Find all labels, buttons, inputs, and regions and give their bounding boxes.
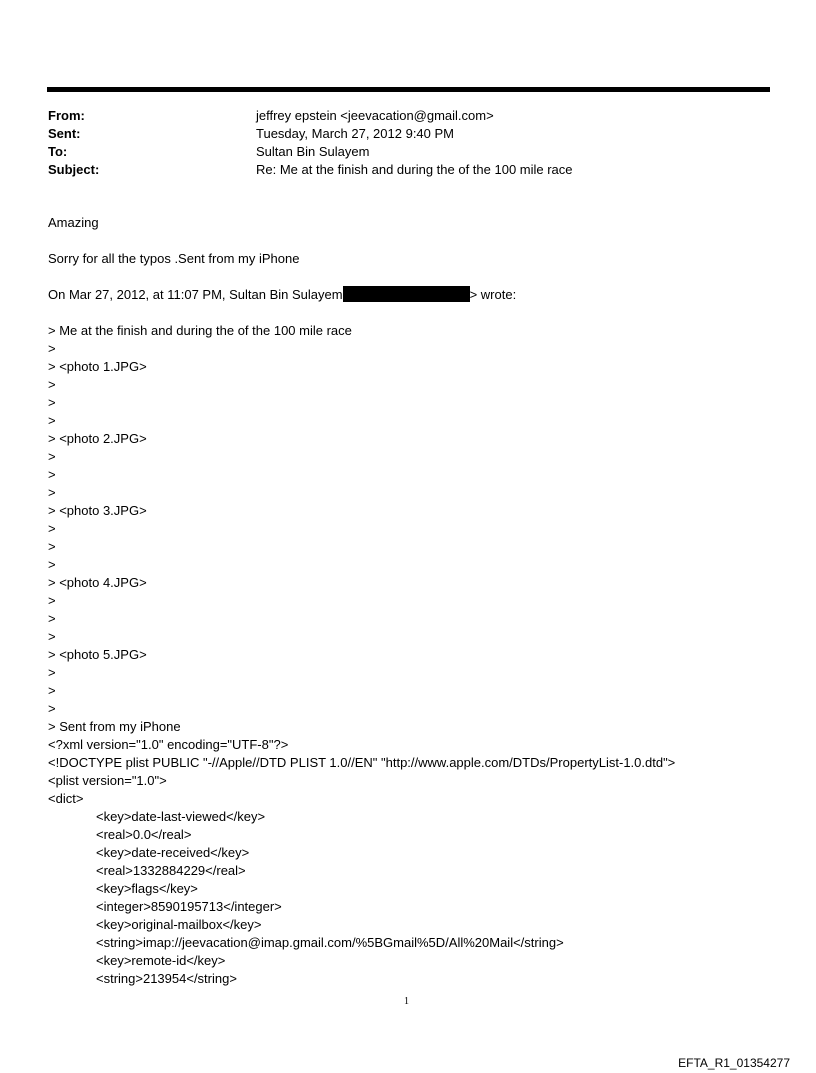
xml-line: <?xml version="1.0" encoding="UTF-8"?> xyxy=(48,737,289,752)
quoted-line: > xyxy=(48,341,56,356)
xml-line: <key>date-last-viewed</key> xyxy=(96,809,266,824)
to-value: Sultan Bin Sulayem xyxy=(256,144,370,159)
xml-line: <dict> xyxy=(48,791,84,806)
xml-line: <key>remote-id</key> xyxy=(96,953,226,968)
sent-value: Tuesday, March 27, 2012 9:40 PM xyxy=(256,126,454,141)
email-body xyxy=(48,214,788,988)
quoted-line: > <photo 2.JPG> xyxy=(48,431,147,446)
quoted-line: > Sent from my iPhone xyxy=(48,719,181,734)
sent-label: Sent: xyxy=(48,126,81,141)
xml-line: <real>1332884229</real> xyxy=(96,863,246,878)
xml-line: <!DOCTYPE plist PUBLIC "-//Apple//DTD PLIST 1.0//EN" "http://www.apple.com/DTDs/PropertyList-1.0.dtd"> xyxy=(48,755,676,770)
quoted-line: > <photo 5.JPG> xyxy=(48,647,147,662)
signature-line: Sorry for all the typos .Sent from my iPhone xyxy=(48,251,300,266)
subject-label: Subject: xyxy=(48,162,100,177)
quoted-line: > xyxy=(48,413,56,428)
xml-line: <integer>8590195713</integer> xyxy=(96,899,282,914)
xml-line: <real>0.0</real> xyxy=(96,827,192,842)
quoted-line: > xyxy=(48,629,56,644)
quoted-line: > xyxy=(48,557,56,572)
redaction-block xyxy=(343,286,470,302)
to-row xyxy=(48,143,768,161)
plist-xml xyxy=(48,736,788,988)
sent-row xyxy=(48,125,768,143)
quoted-message xyxy=(48,322,788,736)
quoted-line: > <photo 4.JPG> xyxy=(48,575,147,590)
bates-number: EFTA_R1_01354277 xyxy=(678,1056,790,1070)
xml-line: <key>flags</key> xyxy=(96,881,198,896)
quote-intro-line xyxy=(48,286,788,304)
quoted-line: > xyxy=(48,539,56,554)
from-row xyxy=(48,107,768,125)
from-label: From: xyxy=(48,108,85,123)
quoted-line: > xyxy=(48,593,56,608)
quoted-line: > xyxy=(48,377,56,392)
xml-line: <plist version="1.0"> xyxy=(48,773,167,788)
quote-intro-start: On Mar 27, 2012, at 11:07 PM, Sultan Bin Sulayem xyxy=(48,287,343,302)
quoted-line: > xyxy=(48,467,56,482)
subject-row xyxy=(48,161,768,179)
greeting-line: Amazing xyxy=(48,215,99,230)
quoted-line: > xyxy=(48,521,56,536)
from-value: jeffrey epstein <jeevacation@gmail.com> xyxy=(256,108,494,123)
quoted-line: > xyxy=(48,701,56,716)
quoted-line: > xyxy=(48,665,56,680)
quoted-line: > xyxy=(48,611,56,626)
quoted-line: > <photo 3.JPG> xyxy=(48,503,147,518)
page-number: 1 xyxy=(404,996,409,1007)
quoted-line: > xyxy=(48,395,56,410)
xml-line: <string>imap://jeevacation@imap.gmail.com/%5BGmail%5D/All%20Mail</string> xyxy=(96,935,564,950)
quote-intro-end: > wrote: xyxy=(469,287,517,302)
quoted-line: > xyxy=(48,449,56,464)
header-rule xyxy=(47,87,770,92)
email-header xyxy=(48,107,768,179)
to-label: To: xyxy=(48,144,68,159)
xml-line: <string>213954</string> xyxy=(96,971,237,986)
xml-line: <key>date-received</key> xyxy=(96,845,250,860)
subject-value: Re: Me at the finish and during the of the 100 mile race xyxy=(256,162,573,177)
quoted-line: > <photo 1.JPG> xyxy=(48,359,147,374)
quoted-line: > xyxy=(48,683,56,698)
quoted-line: > xyxy=(48,485,56,500)
quoted-line: > Me at the finish and during the of the 100 mile race xyxy=(48,323,352,338)
xml-line: <key>original-mailbox</key> xyxy=(96,917,262,932)
